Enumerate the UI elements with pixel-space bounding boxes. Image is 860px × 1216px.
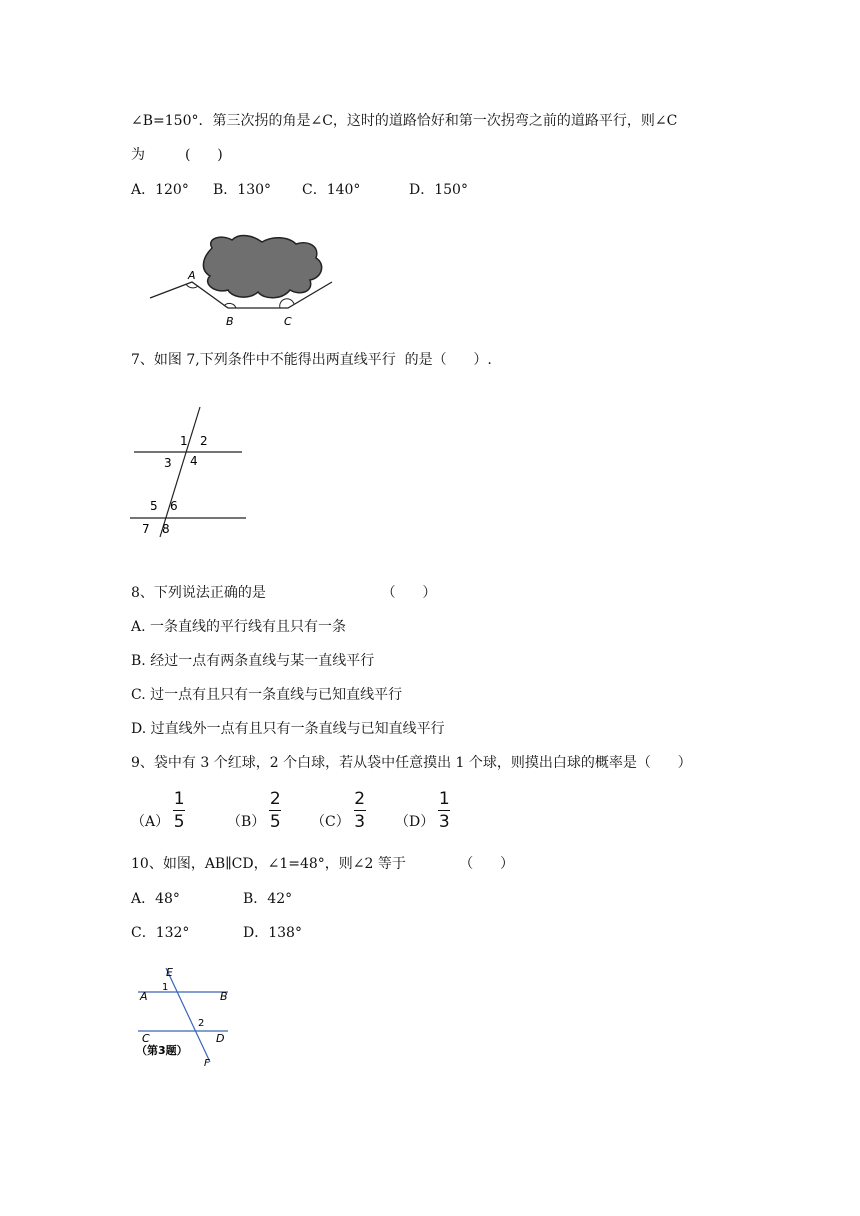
angle-1: 1 (162, 982, 169, 993)
q9-option-d: （D） 1 3 (395, 789, 450, 832)
q6-stem-line2: 为 ( ) (131, 147, 223, 163)
angle-8: 8 (162, 522, 170, 536)
q10-option-d: D．138° (243, 925, 302, 941)
q10-parallel-figure (134, 962, 244, 1070)
q10-option-c: C．132° (131, 925, 190, 941)
label-b: B (226, 315, 234, 328)
angle-1: 1 (180, 434, 188, 448)
denominator: 5 (269, 812, 281, 832)
point-d: D (216, 1032, 225, 1045)
q8-option-d: D. 过直线外一点有且只有一条直线与已知直线平行 (131, 721, 445, 737)
angle-5: 5 (150, 499, 158, 513)
q9-option-b: （B） 2 5 (227, 789, 281, 832)
numerator: 1 (173, 789, 185, 809)
q6-option-a: A．120° (131, 182, 189, 198)
angle-2: 2 (198, 1018, 205, 1029)
angle-2: 2 (200, 434, 208, 448)
q8-option-b: B. 经过一点有两条直线与某一直线平行 (131, 653, 375, 669)
q10-option-b: B．42° (243, 891, 293, 907)
q9-stem: 9、袋中有 3 个红球，2 个白球，若从袋中任意摸出 1 个球，则摸出白球的概率是（ ） (131, 755, 692, 771)
angle-4: 4 (190, 454, 198, 468)
figure-caption: （第3题） (136, 1044, 188, 1057)
q9-option-c: （C） 2 3 (311, 789, 366, 832)
numerator: 1 (438, 789, 450, 809)
q6-stem-line1: ∠B=150°．第三次拐的角是∠C，这时的道路恰好和第一次拐弯之前的道路平行，则∠C (131, 113, 678, 129)
point-e: E (166, 966, 173, 979)
label-a: A (188, 269, 196, 282)
point-a: A (140, 990, 148, 1003)
q7-parallel-figure (128, 405, 248, 543)
q6-option-d: D．150° (409, 182, 468, 198)
point-b: B (220, 990, 228, 1003)
numerator: 2 (354, 789, 366, 809)
denominator: 3 (438, 812, 450, 832)
point-c: C (142, 1032, 150, 1045)
q9-option-a: （A） 1 5 (131, 789, 185, 832)
point-f: F (204, 1058, 210, 1069)
angle-6: 6 (170, 499, 178, 513)
q8-option-a: A. 一条直线的平行线有且只有一条 (131, 619, 347, 635)
q7-stem: 7、如图 7,下列条件中不能得出两直线平行 的是（ ）. (131, 352, 492, 368)
denominator: 3 (354, 812, 366, 832)
angle-7: 7 (142, 522, 150, 536)
q10-stem: 10、如图，AB∥CD，∠1=48°，则∠2 等于 （ ） (131, 856, 514, 872)
lake-shape (203, 236, 321, 298)
denominator: 5 (173, 812, 185, 832)
q8-option-c: C. 过一点有且只有一条直线与已知直线平行 (131, 687, 403, 703)
q6-option-c: C．140° (302, 182, 361, 198)
q8-stem: 8、下列说法正确的是 （ ） (131, 585, 437, 601)
angle-3: 3 (164, 456, 172, 470)
numerator: 2 (269, 789, 281, 809)
q6-option-b: B．130° (213, 182, 272, 198)
label-c: C (284, 315, 292, 328)
q6-road-figure (140, 220, 340, 335)
q10-option-a: A．48° (131, 891, 180, 907)
